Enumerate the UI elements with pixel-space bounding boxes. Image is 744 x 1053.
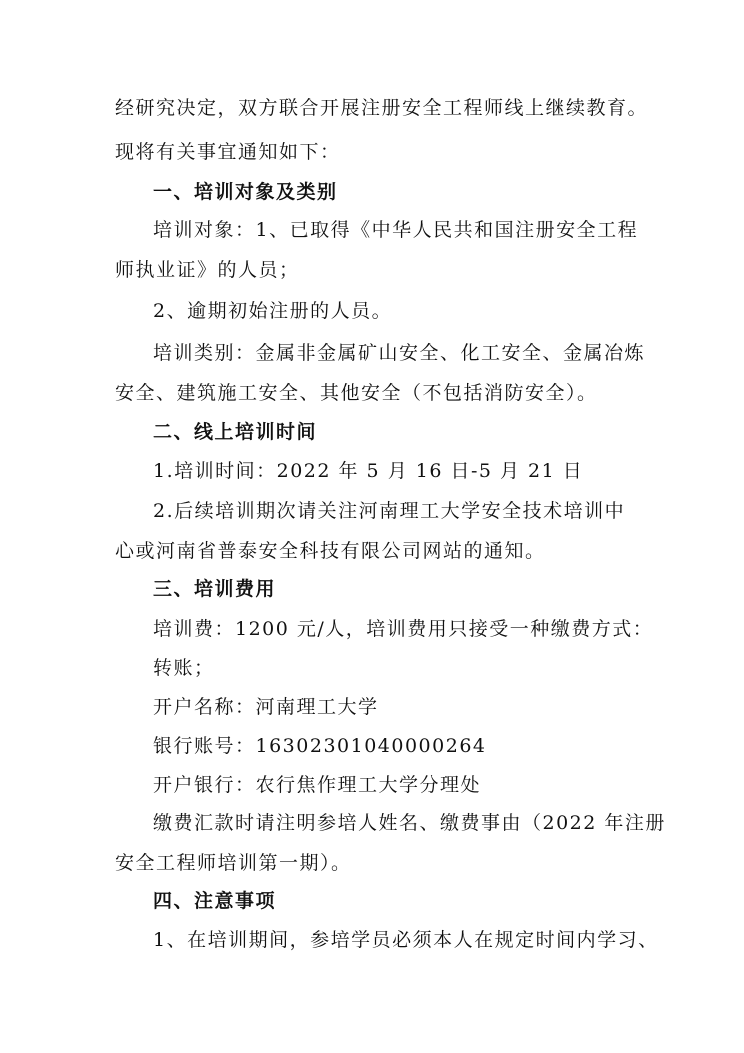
- paragraph-line: 2.后续培训期次请关注河南理工大学安全技术培训中: [153, 500, 626, 522]
- paragraph-line: 安全、建筑施工安全、其他安全（不包括消防安全）。: [115, 382, 598, 404]
- paragraph-line: 心或河南省普泰安全科技有限公司网站的通知。: [115, 540, 546, 562]
- paragraph-line: 培训类别：金属非金属矿山安全、化工安全、金属冶炼: [153, 342, 646, 364]
- paragraph-line: 经研究决定，双方联合开展注册安全工程师线上继续教育。: [115, 97, 649, 119]
- account-number-line: 银行账号：16302301040000264: [153, 735, 487, 757]
- section-heading: 四、注意事项: [153, 890, 277, 912]
- paragraph-line: 培训对象：1、已取得《中华人民共和国注册安全工程: [153, 219, 639, 241]
- section-heading: 二、线上培训时间: [153, 421, 318, 443]
- section-heading: 一、培训对象及类别: [153, 181, 338, 203]
- paragraph-line: 1、在培训期间，参培学员必须本人在规定时间内学习、: [153, 929, 659, 951]
- paragraph-line: 2、逾期初始注册的人员。: [153, 300, 393, 322]
- paragraph-line: 1.培训时间：2022 年 5 月 16 日-5 月 21 日: [153, 460, 584, 482]
- paragraph-line: 培训费：1200 元/人，培训费用只接受一种缴费方式：: [153, 618, 654, 640]
- paragraph-line: 安全工程师培训第一期）。: [115, 852, 352, 874]
- paragraph-line: 现将有关事宜通知如下：: [115, 141, 341, 163]
- section-heading: 三、培训费用: [153, 578, 277, 600]
- paragraph-line: 缴费汇款时请注明参培人姓名、缴费事由（2022 年注册: [153, 812, 666, 834]
- account-name-line: 开户名称：河南理工大学: [153, 696, 379, 718]
- paragraph-line: 转账；: [153, 657, 215, 679]
- bank-line: 开户银行：农行焦作理工大学分理处: [153, 774, 482, 796]
- paragraph-line: 师执业证》的人员；: [115, 259, 300, 281]
